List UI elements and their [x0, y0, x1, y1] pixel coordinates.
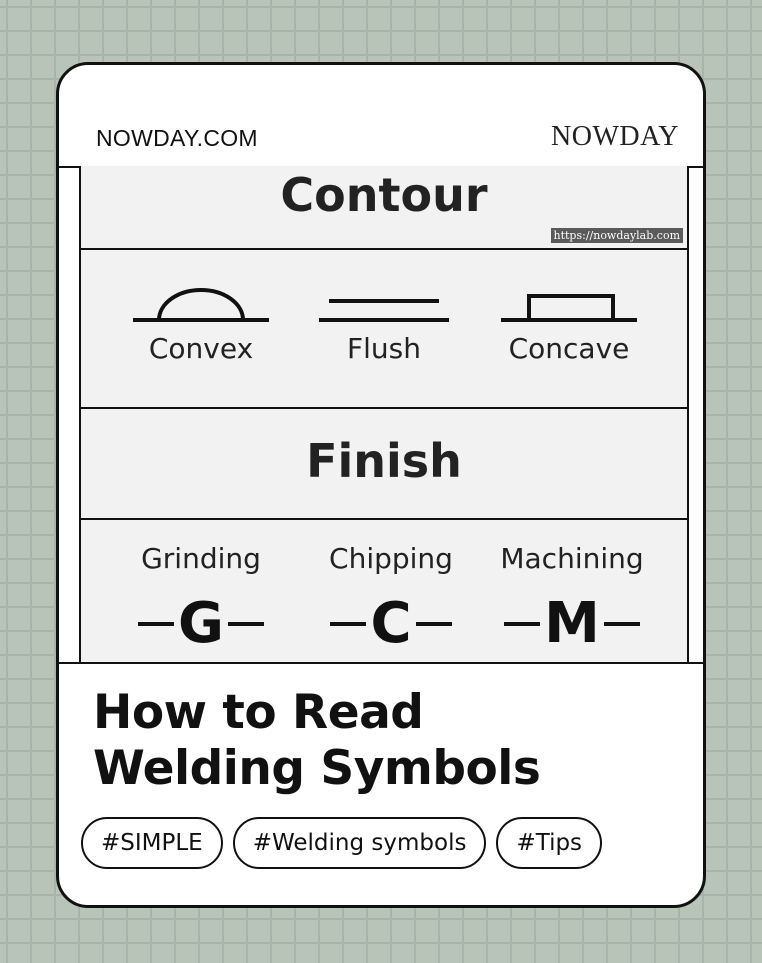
dash	[416, 622, 452, 626]
chipping-symbol	[301, 591, 481, 656]
brand-logo: NOWDAY	[551, 121, 679, 152]
flush-icon	[317, 288, 451, 324]
dash	[330, 622, 366, 626]
title-line-1: How to Read	[93, 685, 424, 740]
grinding-letter: G	[178, 591, 224, 656]
finish-label-chipping: Chipping	[329, 542, 453, 575]
tag-tips[interactable]: #Tips	[496, 817, 602, 869]
divider	[81, 248, 687, 250]
site-domain[interactable]: NOWDAY.COM	[96, 125, 258, 151]
finish-label-machining: Machining	[500, 542, 644, 575]
divider	[81, 407, 687, 409]
tag-simple[interactable]: #SIMPLE	[81, 817, 223, 869]
divider-bottom	[59, 662, 706, 664]
dash	[504, 622, 540, 626]
dash	[138, 622, 174, 626]
grinding-symbol	[111, 591, 291, 656]
contour-item-flush	[317, 288, 451, 365]
symbol-chart	[79, 166, 689, 663]
article-card	[56, 62, 706, 908]
finish-heading: Finish	[306, 434, 462, 488]
tag-welding-symbols[interactable]: #Welding symbols	[233, 817, 487, 869]
contour-item-convex	[131, 288, 271, 365]
contour-item-concave	[499, 288, 639, 365]
convex-icon	[131, 288, 271, 324]
watermark-url: https://nowdaylab.com	[551, 228, 684, 243]
dash	[604, 622, 640, 626]
dash	[228, 622, 264, 626]
tag-list	[81, 817, 602, 869]
contour-label: Flush	[347, 332, 421, 365]
chipping-letter: C	[370, 591, 412, 656]
divider	[81, 518, 687, 520]
article-title	[93, 685, 540, 797]
finish-label-grinding: Grinding	[141, 542, 261, 575]
contour-label: Concave	[508, 332, 630, 365]
contour-heading: Contour	[280, 168, 488, 222]
title-line-2: Welding Symbols	[93, 741, 541, 796]
machining-letter: M	[544, 591, 600, 656]
concave-icon	[499, 288, 639, 324]
machining-symbol	[481, 591, 663, 656]
contour-label: Convex	[148, 332, 254, 365]
